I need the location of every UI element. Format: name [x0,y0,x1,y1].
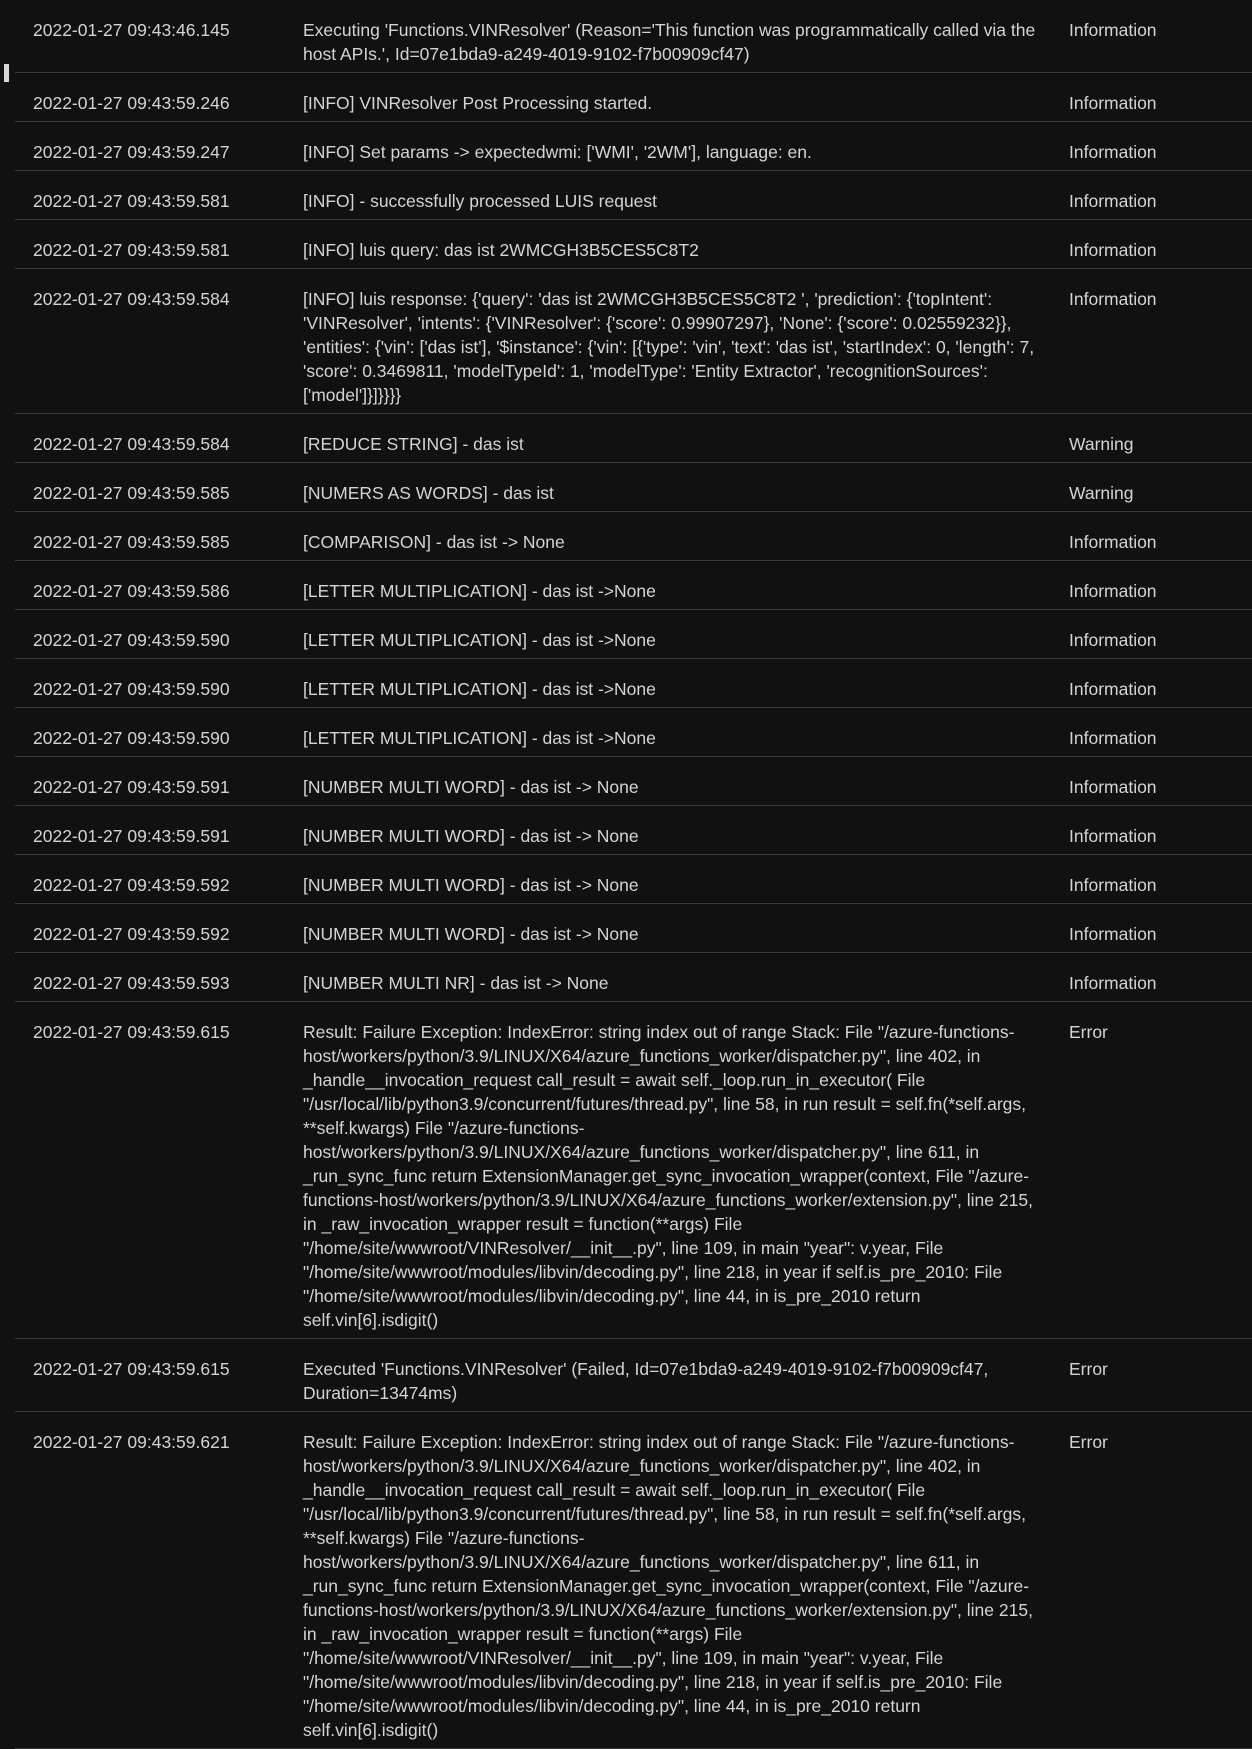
log-row[interactable] [15,1002,1252,1339]
log-timestamp: 2022-01-27 09:43:59.581 [33,240,230,260]
log-level: Information [1069,20,1157,40]
log-table [15,0,1252,1749]
log-message: Executing 'Functions.VINResolver' (Reason='This function was programmatically called via the host APIs.', Id=07e1bda9-a249-4019-9102-f7b00909cf47) [303,20,1036,64]
log-level: Error [1069,1432,1108,1452]
log-timestamp: 2022-01-27 09:43:59.592 [33,875,230,895]
log-timestamp: 2022-01-27 09:43:59.590 [33,728,230,748]
log-message: [NUMBER MULTI WORD] - das ist -> None [303,875,639,895]
log-level: Error [1069,1022,1108,1042]
log-row[interactable] [15,0,1252,73]
log-row[interactable] [15,122,1252,171]
log-row[interactable] [15,855,1252,904]
log-message: [LETTER MULTIPLICATION] - das ist ->None [303,630,656,650]
log-level: Information [1069,240,1157,260]
log-row[interactable] [15,1339,1252,1412]
log-row[interactable] [15,73,1252,122]
log-level: Information [1069,532,1157,552]
log-message: [LETTER MULTIPLICATION] - das ist ->None [303,581,656,601]
scroll-marker[interactable] [4,64,9,82]
log-level: Warning [1069,483,1134,503]
log-row[interactable] [15,269,1252,414]
log-message: [INFO] luis response: {'query': 'das ist 2WMCGH3B5CES5C8T2 ', 'prediction': {'topIntent': 'VINResolver', 'intents': {'VINResolver': {'score': 0.99907297}, 'None': {'score': 0.02559232}}, 'entities': {'vin': ['das ist'], '$instance': {'vin': [{'type': 'vin', 'text': 'das ist', 'startIndex': 0, 'length': 7, 'score': 0.3469811, 'modelTypeId': 1, 'modelType': 'Entity Extractor', 'recognitionSources': ['model']}]}}}} [303,289,1035,405]
log-timestamp: 2022-01-27 09:43:59.581 [33,191,230,211]
log-row[interactable] [15,414,1252,463]
log-level: Information [1069,93,1157,113]
log-timestamp: 2022-01-27 09:43:59.585 [33,532,230,552]
log-message: [REDUCE STRING] - das ist [303,434,524,454]
log-row[interactable] [15,953,1252,1002]
log-message: [INFO] - successfully processed LUIS request [303,191,658,211]
log-level: Warning [1069,434,1134,454]
log-timestamp: 2022-01-27 09:43:59.586 [33,581,230,601]
log-message: Result: Failure Exception: IndexError: string index out of range Stack: File "/azure-functions-host/workers/python/3.9/LINUX/X64/azure_functions_worker/dispatcher.py", line 402, in _handle__invocation_request call_result = await self._loop.run_in_executor( File "/usr/local/lib/python3.9/concurrent/futures/thread.py", line 58, in run result = self.fn(*self.args, **self.kwargs) File "/azure-functions-host/workers/python/3.9/LINUX/X64/azure_functions_worker/dispatcher.py", line 611, in _run_sync_func return ExtensionManager.get_sync_invocation_wrapper(context, File "/azure-functions-host/workers/python/3.9/LINUX/X64/azure_functions_worker/extension.py", line 215, in _raw_invocation_wrapper result = function(**args) File "/home/site/wwwroot/VINResolver/__init__.py", line 109, in main "year": v.year, File "/home/site/wwwroot/modules/libvin/decoding.py", line 218, in year if self.is_pre_2010: File "/home/site/wwwroot/modules/libvin/decoding.py", line 44, in is_pre_2010 return self.vin[6].isdigit() [303,1022,1033,1330]
log-timestamp: 2022-01-27 09:43:59.592 [33,924,230,944]
log-message: [NUMBER MULTI NR] - das ist -> None [303,973,609,993]
log-row[interactable] [15,512,1252,561]
log-timestamp: 2022-01-27 09:43:46.145 [33,20,230,40]
log-row[interactable] [15,904,1252,953]
log-level: Information [1069,875,1157,895]
log-level: Information [1069,924,1157,944]
log-timestamp: 2022-01-27 09:43:59.246 [33,93,230,113]
log-timestamp: 2022-01-27 09:43:59.590 [33,630,230,650]
log-message: Executed 'Functions.VINResolver' (Failed, Id=07e1bda9-a249-4019-9102-f7b00909cf47, Duration=13474ms) [303,1359,989,1403]
log-message: [NUMERS AS WORDS] - das ist [303,483,554,503]
log-row[interactable] [15,806,1252,855]
log-level: Error [1069,1359,1108,1379]
log-message: [NUMBER MULTI WORD] - das ist -> None [303,826,639,846]
log-level: Information [1069,289,1157,309]
log-message: [INFO] VINResolver Post Processing started. [303,93,653,113]
log-message: [INFO] luis query: das ist 2WMCGH3B5CES5C8T2 [303,240,699,260]
log-row[interactable] [15,463,1252,512]
log-level: Information [1069,191,1157,211]
log-timestamp: 2022-01-27 09:43:59.247 [33,142,230,162]
log-timestamp: 2022-01-27 09:43:59.584 [33,289,230,309]
log-timestamp: 2022-01-27 09:43:59.585 [33,483,230,503]
log-timestamp: 2022-01-27 09:43:59.615 [33,1022,230,1042]
log-level: Information [1069,973,1157,993]
log-level: Information [1069,142,1157,162]
log-timestamp: 2022-01-27 09:43:59.590 [33,679,230,699]
log-message: [COMPARISON] - das ist -> None [303,532,565,552]
log-row[interactable] [15,1412,1252,1749]
log-row[interactable] [15,561,1252,610]
log-timestamp: 2022-01-27 09:43:59.591 [33,826,230,846]
log-message: [LETTER MULTIPLICATION] - das ist ->None [303,679,656,699]
log-row[interactable] [15,220,1252,269]
log-timestamp: 2022-01-27 09:43:59.621 [33,1432,230,1452]
log-row[interactable] [15,708,1252,757]
log-level: Information [1069,581,1157,601]
log-message: Result: Failure Exception: IndexError: string index out of range Stack: File "/azure-functions-host/workers/python/3.9/LINUX/X64/azure_functions_worker/dispatcher.py", line 402, in _handle__invocation_request call_result = await self._loop.run_in_executor( File "/usr/local/lib/python3.9/concurrent/futures/thread.py", line 58, in run result = self.fn(*self.args, **self.kwargs) File "/azure-functions-host/workers/python/3.9/LINUX/X64/azure_functions_worker/dispatcher.py", line 611, in _run_sync_func return ExtensionManager.get_sync_invocation_wrapper(context, File "/azure-functions-host/workers/python/3.9/LINUX/X64/azure_functions_worker/extension.py", line 215, in _raw_invocation_wrapper result = function(**args) File "/home/site/wwwroot/VINResolver/__init__.py", line 109, in main "year": v.year, File "/home/site/wwwroot/modules/libvin/decoding.py", line 218, in year if self.is_pre_2010: File "/home/site/wwwroot/modules/libvin/decoding.py", line 44, in is_pre_2010 return self.vin[6].isdigit() [303,1432,1033,1740]
log-message: [LETTER MULTIPLICATION] - das ist ->None [303,728,656,748]
log-message: [NUMBER MULTI WORD] - das ist -> None [303,777,639,797]
log-row[interactable] [15,659,1252,708]
log-timestamp: 2022-01-27 09:43:59.584 [33,434,230,454]
log-level: Information [1069,728,1157,748]
log-level: Information [1069,679,1157,699]
log-timestamp: 2022-01-27 09:43:59.615 [33,1359,230,1379]
log-timestamp: 2022-01-27 09:43:59.593 [33,973,230,993]
log-row[interactable] [15,610,1252,659]
log-level: Information [1069,630,1157,650]
log-level: Information [1069,777,1157,797]
log-row[interactable] [15,171,1252,220]
log-row[interactable] [15,757,1252,806]
log-level: Information [1069,826,1157,846]
log-timestamp: 2022-01-27 09:43:59.591 [33,777,230,797]
log-message: [NUMBER MULTI WORD] - das ist -> None [303,924,639,944]
log-message: [INFO] Set params -> expectedwmi: ['WMI', '2WM'], language: en. [303,142,812,162]
